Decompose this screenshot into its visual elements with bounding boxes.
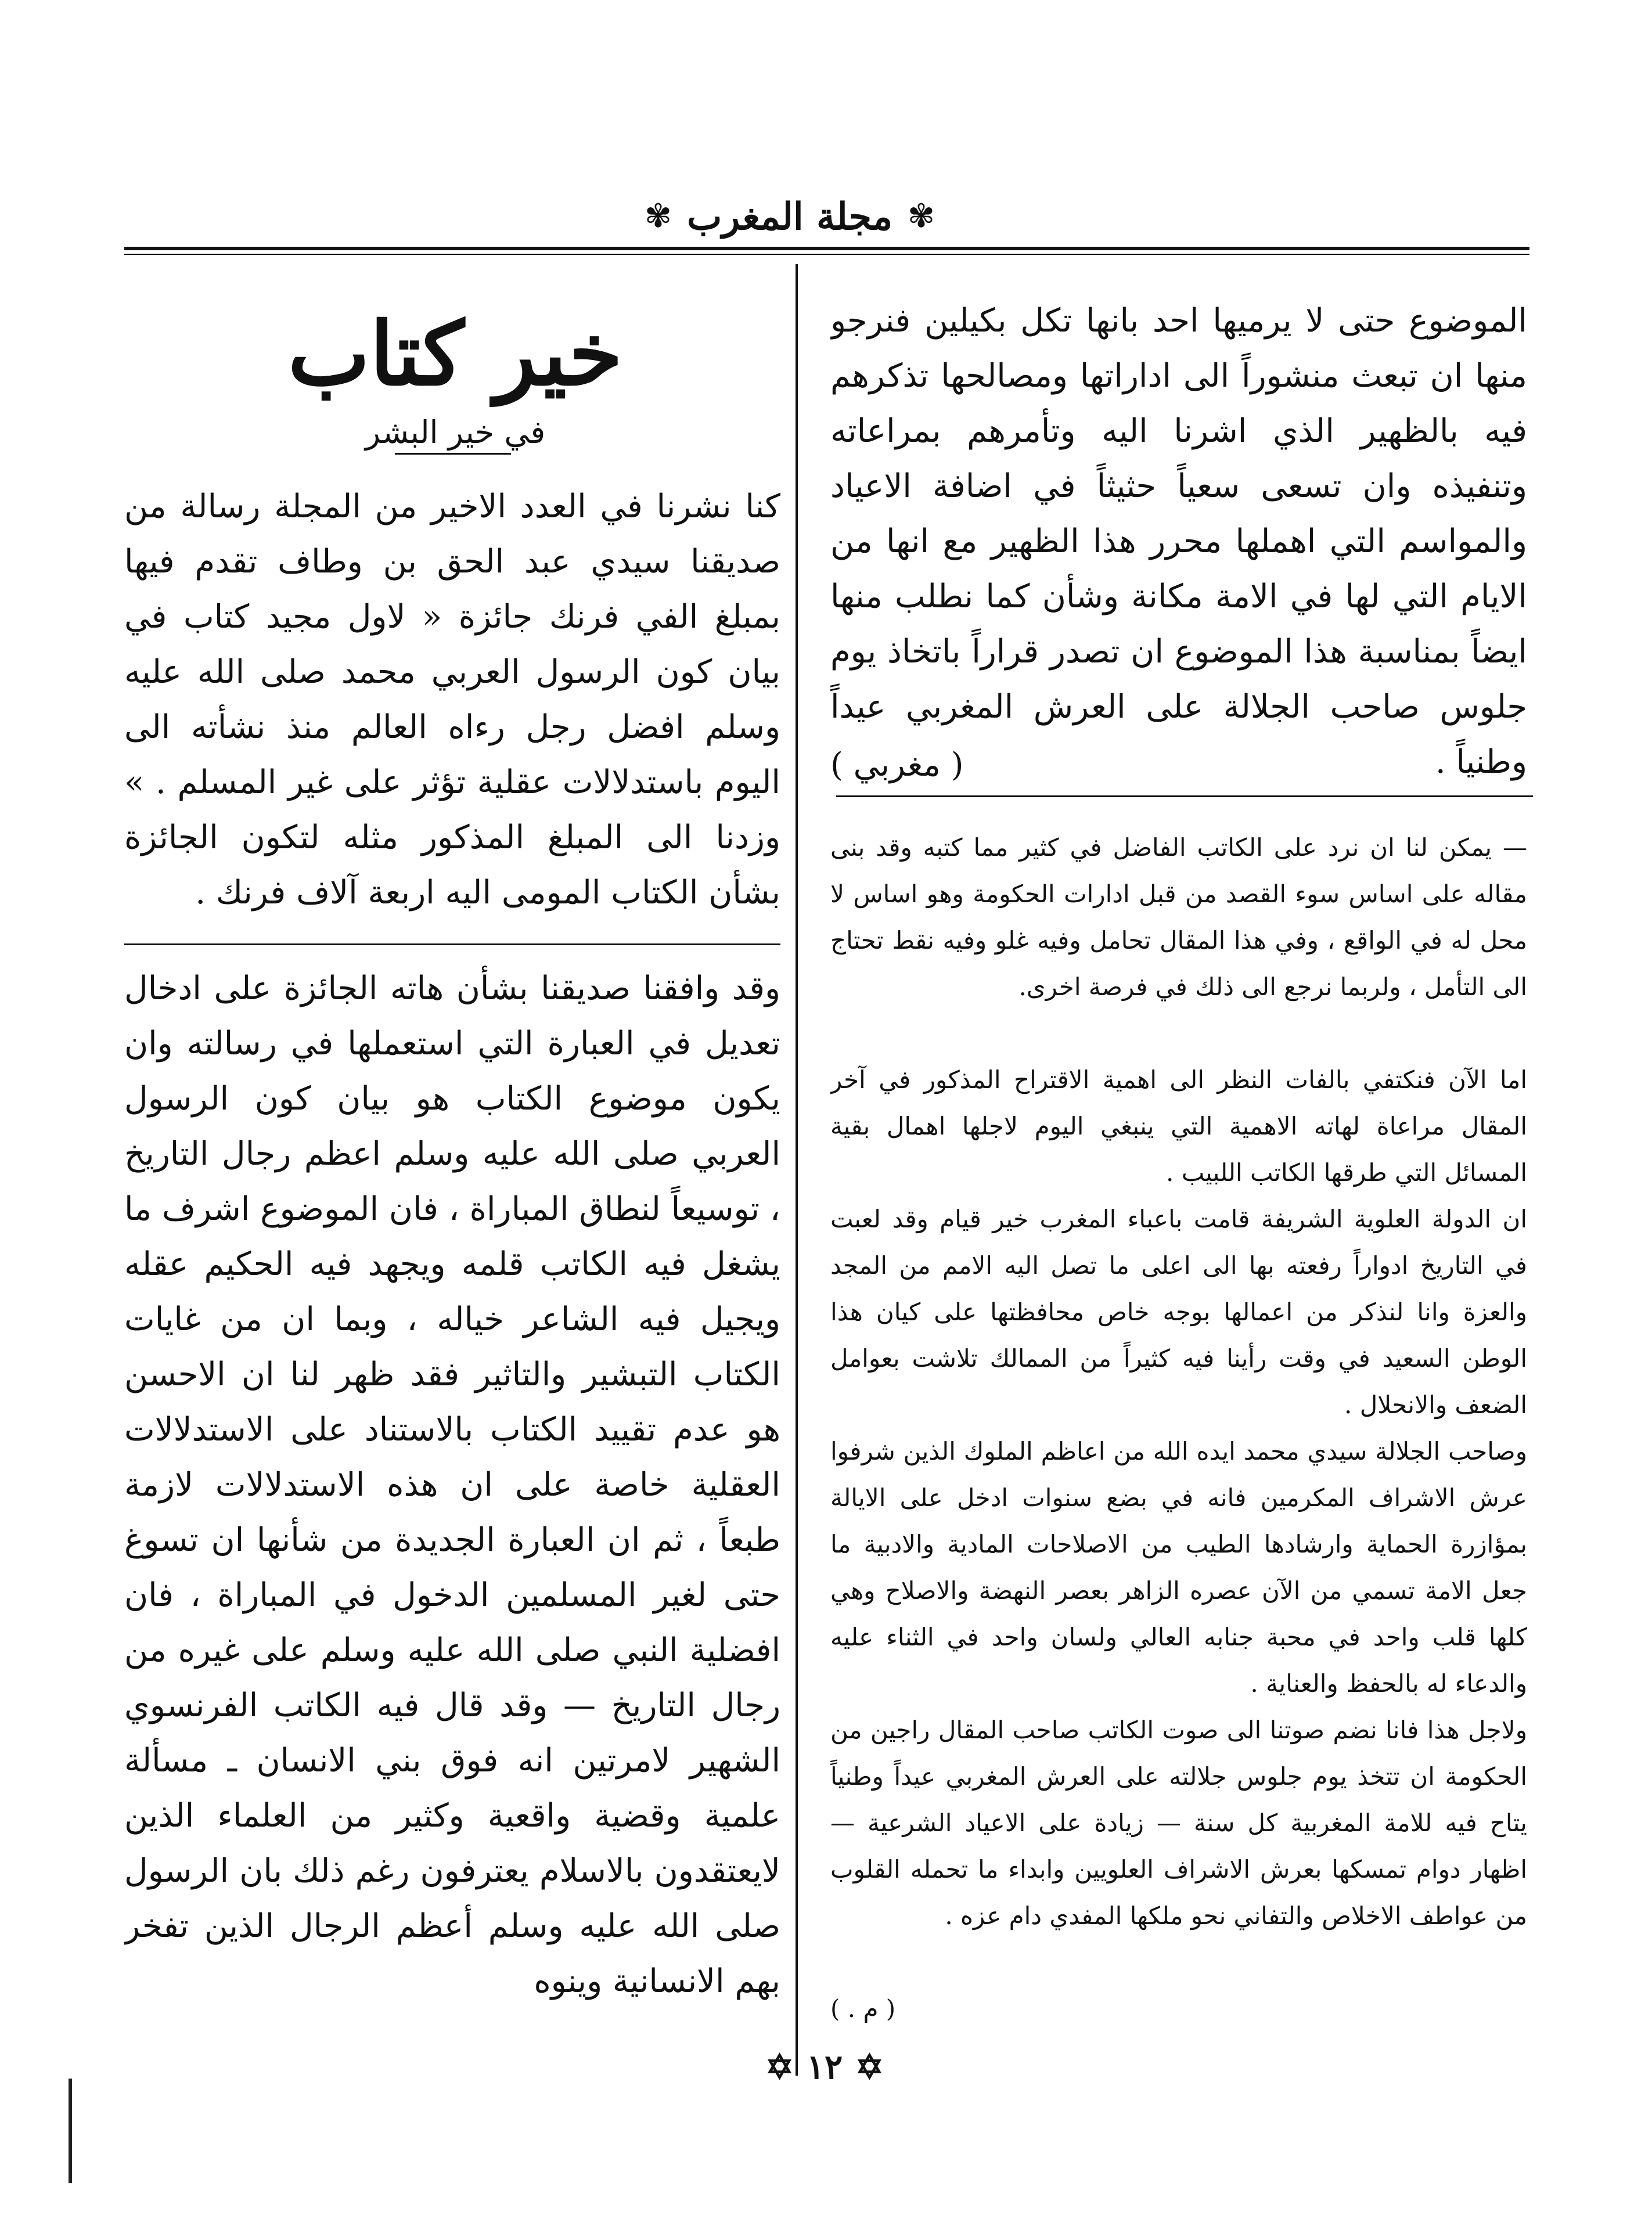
page-footer (679, 2044, 970, 2090)
editor-note-paragraph-1: — يمكن لنا ان نرد على الكاتب الفاضل في كثير مما كتبه وقد بنى مقاله على اساس سوء القصد من قبل ادارات الحكومة وهو اساس لا محل له في الواقع ، وفي هذا المقال تحامل وفيه غلو وفيه نقط تحتاج الى التأمل ، ولربما نرجع الى ذلك في فرصة اخرى. (830, 833, 1527, 1001)
continuation-paragraph: الموضوع حتى لا يرميها احد بانها تكل بكيلين فنرجو منها ان تبعث منشوراً الى اداراتها ومصالحها تذكرهم فيه بالظهير الذي اشرنا اليه وتأمرهم بمراعاته وتنفيذه وان تسعى سعياً حثيثاً في اضافة الاعياد والمواسم التي اهملها محرر هذا الظهير مع انها من الايام التي لها في الامة مكانة وشأن كما نطلب منها ايضاً بمناسبة هذا الموضوع ان تصدر قراراً باتخاذ يوم جلوس صاحب الجلالة على العرش المغربي عيداً وطنياً . (830, 302, 1527, 781)
editor-note-paragraph-2: اما الآن فنكتفي بالفات النظر الى اهمية الاقتراح المذكور في آخر المقال مراعاة لهاته الاهمية التي ينبغي اليوم لاجلها اهمال بقية المسائل التي طرقها الكاتب اللبيب . (830, 1065, 1527, 1187)
article-title: خير كتاب (287, 303, 623, 405)
running-header (627, 190, 952, 243)
subtitle-underline (395, 453, 511, 455)
footer-star-right-icon: ✡ (855, 2047, 884, 2087)
journal-title: مجلة المغرب (686, 195, 893, 239)
column-divider (796, 264, 798, 2076)
article-subtitle: في خير البشر (365, 414, 546, 451)
left-column-separator (836, 795, 1533, 797)
footer-star-left-icon: ✡ (765, 2047, 794, 2087)
editor-note-paragraph-4: وصاحب الجلالة سيدي محمد ايده الله من اعاظم الملوك الذين شرفوا عرش الاشراف المكرمين فانه في بضع سنوات ادخل على الايالة بمؤازرة الحماية وارشادها الطيب من الاصلاحات المادية والادبية ما جعل الامة تسمي من الآن عصره الزاهر بعصر النهضة والاصلاح وهي كلها قلب واحد في محبة جنابه العالي ولسان واحد في الثناء عليه والدعاء له بالحفظ والعناية . (830, 1437, 1527, 1698)
ornament-left-icon: ✾ (645, 197, 672, 235)
header-rule (124, 247, 1529, 250)
editor-note-paragraph-3: ان الدولة العلوية الشريفة قامت باعباء المغرب خير قيام وقد لعبت في التاريخ ادواراً رفعته بها الى اعلى ما تصل اليه الامم من المجد والعزة وانا لنذكر من اعمالها بوجه خاص محافظتها على كيان هذا الوطن السعيد في وقت رأينا فيه كثيراً من الممالك تلاشت بعوامل الضعف والانحلال . (830, 1205, 1527, 1419)
continuation-signature: ( مغربي ) (830, 746, 964, 784)
article-paragraph-1: كنا نشرنا في العدد الاخير من المجلة رسالة من صديقنا سيدي عبد الحق بن وطاف تقدم فيها بمبلغ الفي فرنك جائزة « لاول مجيد كتاب في بيان كون الرسول العربي محمد صلى الله عليه وسلم افضل رجل رءاه العالم منذ نشأته الى اليوم باستدلالات عقلية تؤثر على غير المسلم . » وزدنا الى المبلغ المذكور مثله لتكون الجائزة بشأن الكتاب المومى اليه اربعة آلاف فرنك . (124, 488, 780, 912)
article-paragraph-2: وقد وافقنا صديقنا بشأن هاته الجائزة على ادخال تعديل في العبارة التي استعملها في رسالته وان يكون موضوع الكتاب هو بيان كون الرسول العربي صلى الله عليه وسلم اعظم رجال التاريخ ، توسيعاً لنطاق المباراة ، فان الموضوع اشرف ما يشغل فيه الكاتب قلمه ويجهد فيه الحكيم عقله ويجيل فيه الشاعر خياله ، وبما ان من غايات الكتاب التبشير والتاثير فقد ظهر لنا ان الاحسن هو عدم تقييد الكتاب بالاستناد على الاستدلالات العقلية خاصة على ان هذه الاستدلالات لازمة طبعاً ، ثم ان العبارة الجديدة من شأنها ان تسوغ حتى لغير المسلمين الدخول في المباراة ، فان افضلية النبي صلى الله عليه وسلم على غيره من رجال التاريخ — وقد قال فيه الكاتب الفرنسوي الشهير لامرتين انه فوق بني الانسان ـ مسألة علمية وقضية واقعية وكثير من العلماء الذين لايعتقدون بالاسلام يعترفون رغم ذلك بان الرسول صلى الله عليه وسلم أعظم الرجال الذين تفخر بهم الانسانية وينوه (124, 970, 780, 2000)
editor-note-paragraph-5: ولاجل هذا فانا نضم صوتنا الى صوت الكاتب صاحب المقال راجين من الحكومة ان تتخذ يوم جلوس جلالته على العرش المغربي عيداً وطنياً يتاح فيه للامة المغربية كل سنة — زيادة على الاعياد الشرعية — اظهار دوام تمسكها بعرش الاشراف العلويين وابداء ما تحمله القلوب من عواطف الاخلاص والتفاني نحو ملكها المفدي دام عزه . (830, 1716, 1527, 1930)
right-column-separator (124, 943, 780, 945)
scan-edge-mark (69, 2079, 72, 2183)
editor-note-signature: ( م . ) (830, 1994, 896, 2023)
page-number: ١٢ (806, 2047, 843, 2087)
header-rule-thin (124, 254, 1529, 255)
ornament-right-icon: ✾ (908, 197, 935, 235)
